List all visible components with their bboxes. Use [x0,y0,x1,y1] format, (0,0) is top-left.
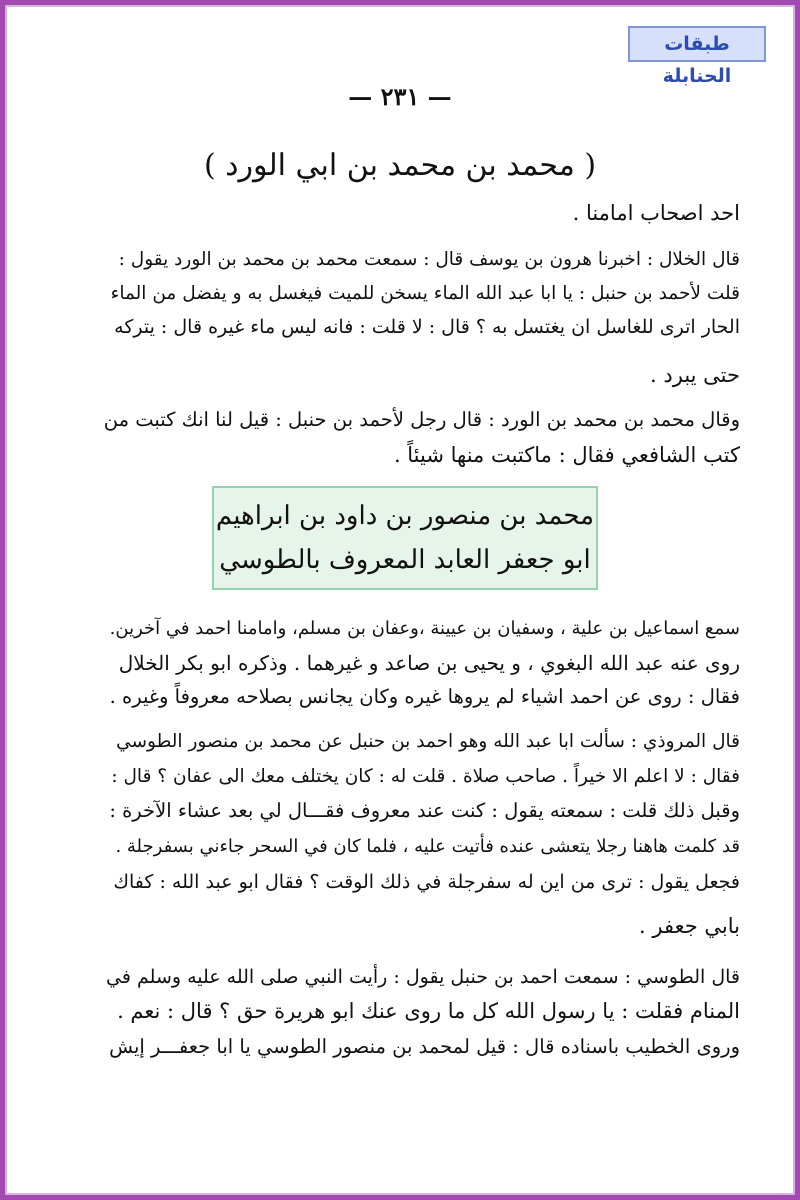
text-line: قد كلمت هاهنا رجلا يتعشى عنده فأتيت عليه ، فلما كان في السحر جاءني بسفرجلة . [115,836,740,857]
text-line: احد اصحاب امامنا . [572,201,740,225]
page-number: — ٢٣١ — [348,82,452,111]
text-line: وقبل ذلك قلت : سمعته يقول : كنت عند معروف فقـــال لي بعد عشاء الآخرة : [109,799,740,822]
text-line: كتب الشافعي فقال : ماكتبت منها شيئاً . [393,443,740,467]
text-line: قلت لأحمد بن حنبل : يا ابا عبد الله الماء يسخن للميت فيغسل به و يفضل من الماء [110,283,740,304]
text-line: قال الخلال : اخبرنا هرون بن يوسف قال : سمعت محمد بن محمد بن الورد يقول : [118,249,740,270]
entry-title-line: ابو جعفر العابد المعروف بالطوسي [219,545,591,575]
text-line: قال الطوسي : سمعت احمد بن حنبل يقول : رأيت النبي صلى الله عليه وسلم في [106,966,740,988]
book-title-badge: طبقات الحنابلة [628,26,766,62]
text-line: روى عنه عبد الله البغوي ، و يحيى بن صاعد و غيرهما . وذكره ابو بكر الخلال [118,651,740,675]
text-line: فقال : لا اعلم الا خيراً . صاحب صلاة . قلت له : كان يختلف معك الى عفان ؟ قال : [111,766,740,787]
entry-heading: ( محمد بن محمد بن ابي الورد ) [203,148,597,183]
entry-title-box [212,486,598,590]
text-line: وقال محمد بن محمد بن الورد : قال رجل لأحمد بن حنبل : قيل لنا انك كتبت من [103,408,740,431]
text-line: بابي جعفر . [639,914,740,938]
text-line: حتى يبرد . [650,363,740,387]
text-line: فجعل يقول : ترى من اين له سفرجلة في ذلك الوقت ؟ فقال ابو عبد الله : كفاك [113,871,740,893]
text-line: وروى الخطيب باسناده قال : قيل لمحمد بن منصور الطوسي يا ابا جعفـــر إيش [109,1035,740,1058]
text-line: الحار اترى للغاسل ان يغتسل به ؟ قال : لا قلت : فانه ليس ماء غيره قال : يتركه [114,316,740,338]
text-line: المنام فقلت : يا رسول الله كل ما روى عنك ابو هريرة حق ؟ قال : نعم . [117,999,740,1023]
text-line: فقال : روى عن احمد اشياء لم يروها غيره وكان يجانس بصلاحه معروفاً وغيره . [109,685,740,708]
entry-title-line: محمد بن منصور بن داود بن ابراهيم [215,501,595,531]
text-line: قال المروذي : سألت ابا عبد الله وهو احمد بن حنبل عن محمد بن منصور الطوسي [116,731,740,752]
text-line: سمع اسماعيل بن علية ، وسفيان بن عيينة ،وعفان بن مسلم، وامامنا احمد في آخرين. [109,618,740,639]
